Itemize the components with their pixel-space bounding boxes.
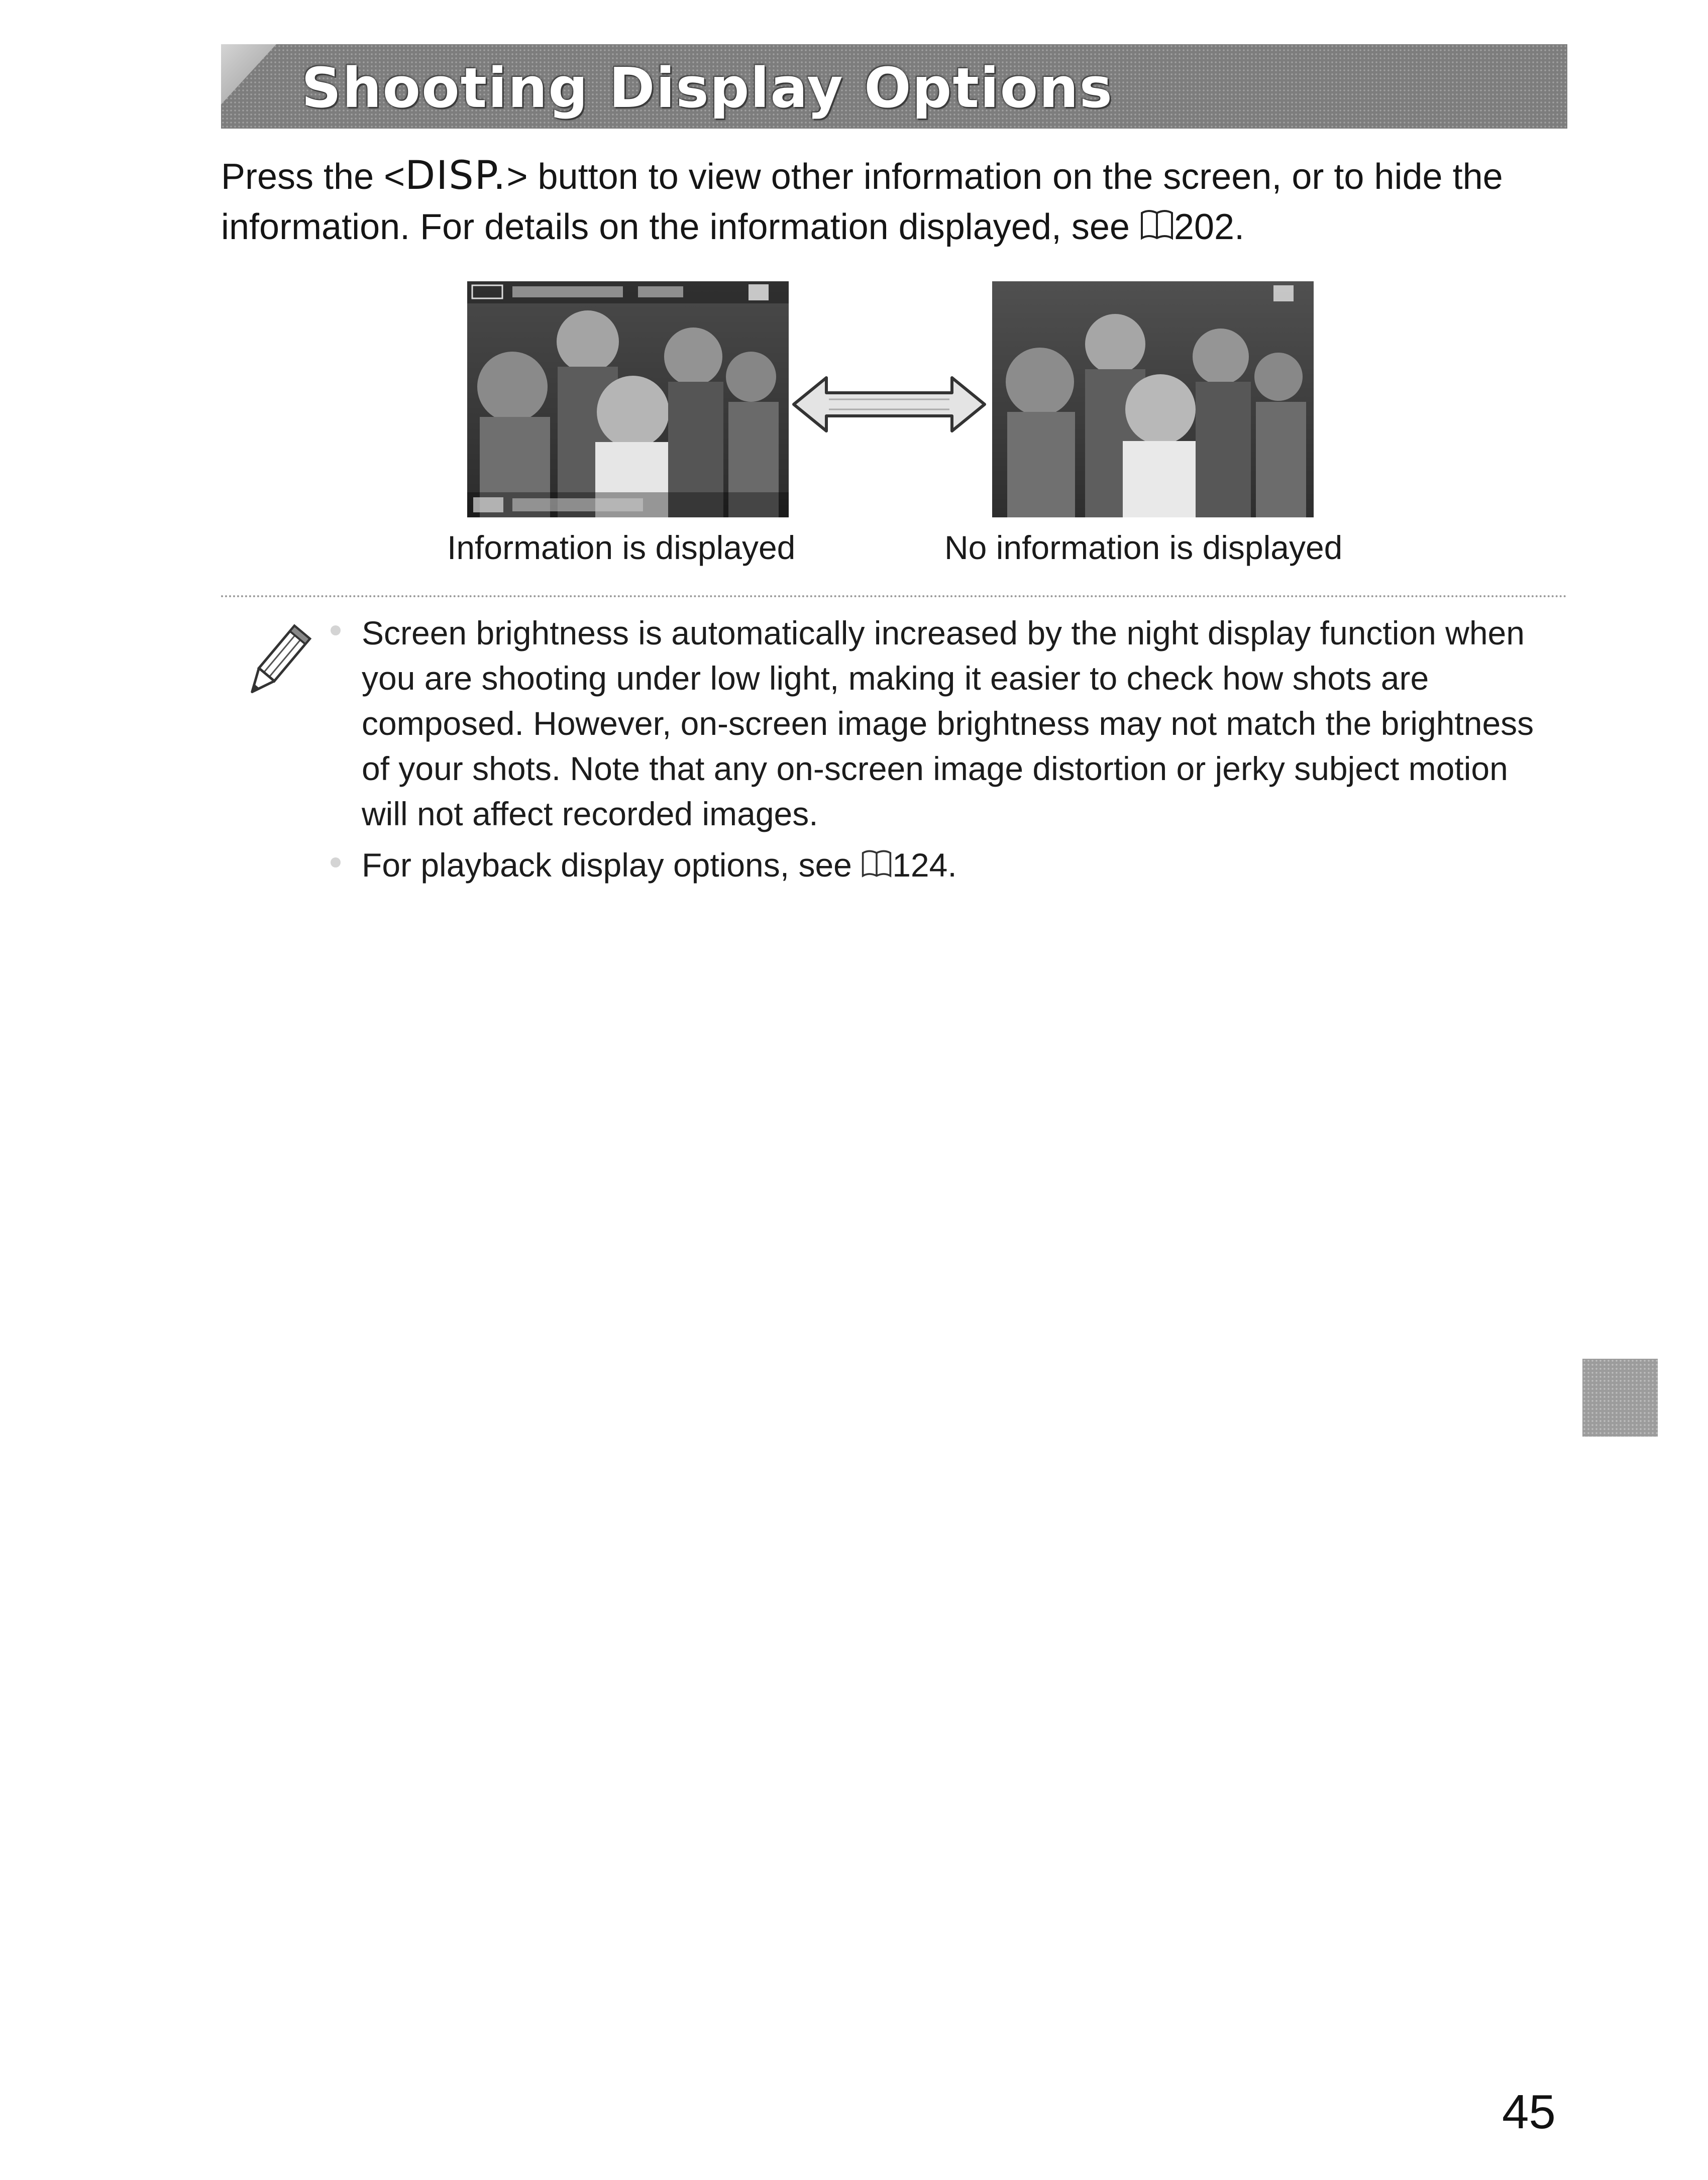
screen-no-info-displayed <box>992 281 1314 517</box>
section-title: Shooting Display Options <box>301 56 1113 120</box>
note-text-after: . <box>947 846 957 884</box>
screen-info-displayed <box>467 281 789 517</box>
note-item <box>322 610 1557 836</box>
bullet-icon <box>331 625 341 635</box>
double-arrow-icon <box>789 372 990 437</box>
disp-button-label: DISP. <box>405 153 507 198</box>
book-icon <box>1140 205 1174 255</box>
book-icon <box>861 845 892 891</box>
intro-page-ref: 202 <box>1173 207 1235 247</box>
bullet-icon <box>331 857 341 867</box>
chapter-thumb-tab <box>1582 1359 1658 1437</box>
page-number: 45 <box>1502 2085 1556 2139</box>
caption-info-displayed: Information is displayed <box>447 529 796 566</box>
pencil-icon <box>239 620 314 706</box>
note-page-ref: 124 <box>892 846 948 884</box>
section-divider <box>221 595 1567 597</box>
note-text-before: For playback display options, see <box>362 846 862 884</box>
notes-list <box>322 610 1557 897</box>
caption-no-info-displayed: No information is displayed <box>944 529 1343 566</box>
intro-text-part1: Press the < <box>221 157 405 197</box>
intro-text-part3: . <box>1234 207 1245 247</box>
intro-text-part2: > button to view other information on the screen, or to hide the information. For details on the information displayed, see <box>221 157 1503 247</box>
note-item <box>322 842 1557 891</box>
intro-paragraph <box>221 151 1567 255</box>
note-text: Screen brightness is automatically increased by the night display function when you are shooting under low light, making it easier to check how shots are composed. However, on-screen image brightness may not match the brightness of your shots. Note that any on-screen image distortion or jerky subject motion will not affect recorded images. <box>362 614 1534 832</box>
